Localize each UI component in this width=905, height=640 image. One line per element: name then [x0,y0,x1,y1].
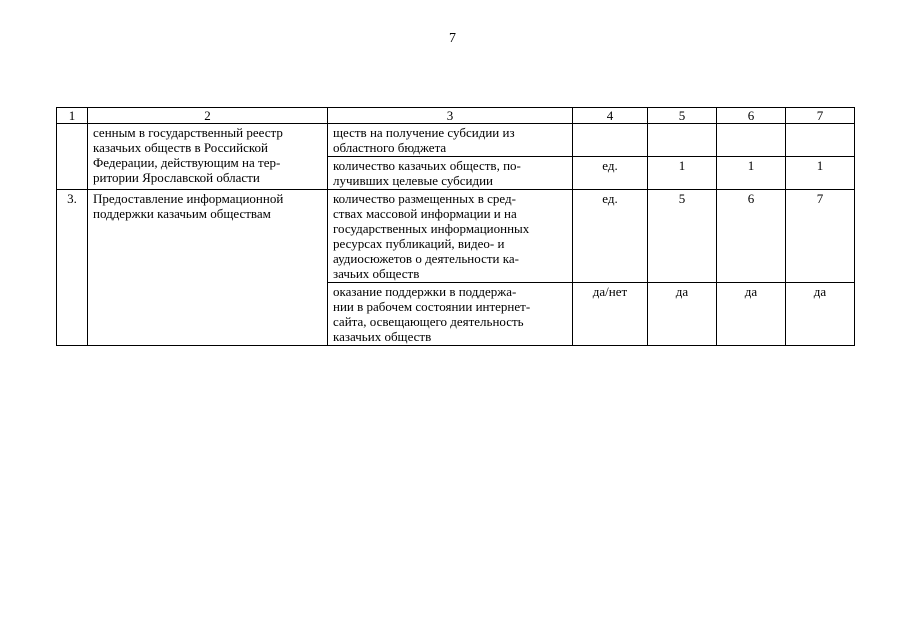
value-cell-5: 1 [648,157,717,190]
unit-cell: ед. [573,157,648,190]
header-cell-6: 6 [717,108,786,124]
indicator-cell [328,283,573,346]
task-cell [88,190,328,346]
unit-cell: да/нет [573,283,648,346]
value-cell-5 [648,124,717,157]
header-cell-4: 4 [573,108,648,124]
task-line: сенным в государственный реестр [93,125,283,140]
page-number: 7 [449,31,456,46]
value-cell-6: 6 [717,190,786,283]
indicator-cell [328,124,573,157]
header-cell-3: 3 [328,108,573,124]
indicator-line: ресурсах публикаций, видео- и [333,236,505,251]
value-cell-7: 1 [786,157,855,190]
indicator-line: зачьих обществ [333,266,420,281]
indicator-line: количество казачьих обществ, по- [333,158,521,173]
indicator-cell [328,157,573,190]
indicator-line: оказание поддержки в поддержа- [333,284,517,299]
value-cell-6: 1 [717,157,786,190]
indicator-line: ствах массовой информации и на [333,206,517,221]
task-line: ритории Ярославской области [93,170,260,185]
header-cell-7: 7 [786,108,855,124]
indicator-line: количество размещенных в сред- [333,191,516,206]
row-number-cell: 3. [57,190,88,346]
value-cell-7: да [786,283,855,346]
table-row [57,190,855,283]
value-cell-5: 5 [648,190,717,283]
indicator-cell [328,190,573,283]
table-row [57,124,855,157]
task-line: Предоставление информационной [93,191,284,206]
header-cell-5: 5 [648,108,717,124]
unit-cell [573,124,648,157]
header-cell-1: 1 [57,108,88,124]
indicator-line: государственных информационных [333,221,530,236]
indicators-table [56,107,855,346]
indicator-line: казачьих обществ [333,329,432,344]
row-number-cell [57,124,88,190]
value-cell-5: да [648,283,717,346]
indicator-line: нии в рабочем состоянии интернет- [333,299,531,314]
task-line: казачьих обществ в Российской [93,140,268,155]
task-cell [88,124,328,190]
value-cell-7 [786,124,855,157]
value-cell-7: 7 [786,190,855,283]
value-cell-6 [717,124,786,157]
value-cell-6: да [717,283,786,346]
indicator-line: ществ на получение субсидии из [333,125,515,140]
header-cell-2: 2 [88,108,328,124]
task-line: поддержки казачьим обществам [93,206,271,221]
unit-cell: ед. [573,190,648,283]
indicator-line: аудиосюжетов о деятельности ка- [333,251,519,266]
indicator-line: областного бюджета [333,140,447,155]
table-header-row [57,108,855,124]
task-line: Федерации, действующим на тер- [93,155,281,170]
indicator-line: сайта, освещающего деятельность [333,314,524,329]
indicator-line: лучивших целевые субсидии [333,173,494,188]
